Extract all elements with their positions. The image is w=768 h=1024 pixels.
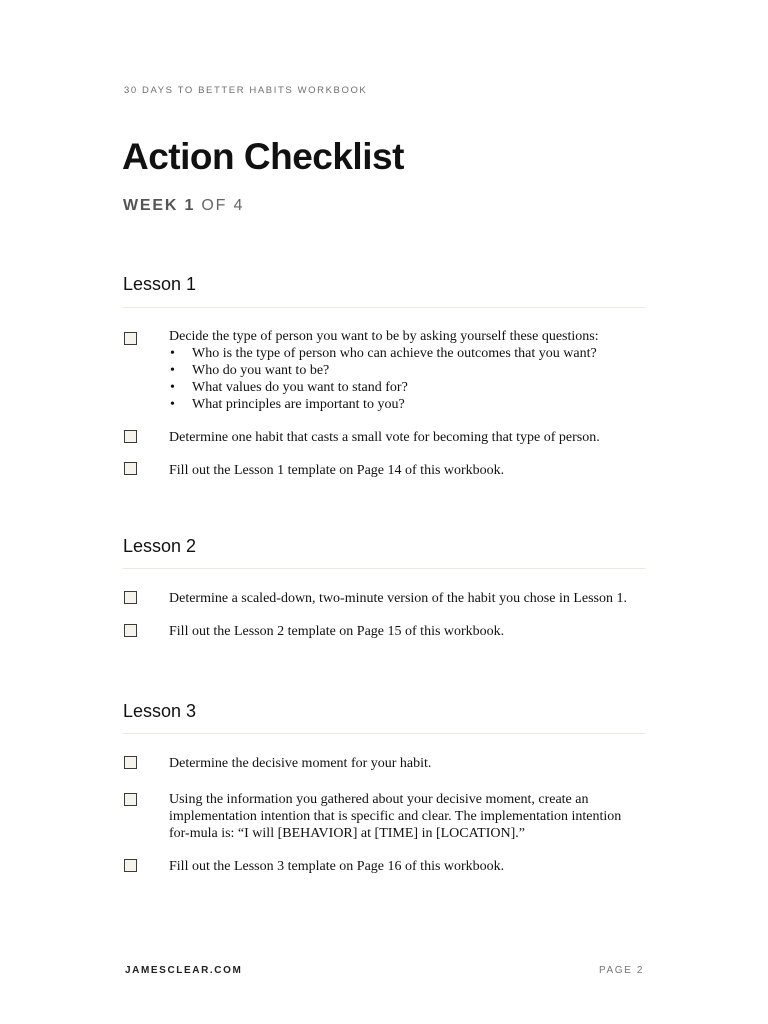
lesson-1-divider [123,307,645,308]
lesson-3-divider [123,733,645,734]
lesson-2-divider [123,568,645,569]
page-number: PAGE 2 [599,965,644,976]
page-title: Action Checklist [122,136,404,177]
question-list [169,345,629,413]
lesson-1-item-3-text: Fill out the Lesson 1 template on Page 14 of this workbook. [169,463,505,478]
lesson-3-item-1-checkbox[interactable] [124,756,137,769]
lesson-3-item-2-checkbox[interactable] [124,793,137,806]
lesson-3-item-3-checkbox[interactable] [124,859,137,872]
question-item: • Who is the type of person who can achieve the outcomes that you want? [169,345,629,362]
question-item: • Who do you want to be? [169,362,629,379]
lesson-2-item-1-text: Determine a scaled-down, two-minute version of the habit you chose in Lesson 1. [169,591,627,606]
footer-site-link[interactable]: JAMESCLEAR.COM [125,965,243,976]
lesson-3-item-2-text: Using the information you gathered about your decisive moment, create an implementation intention that is specific and clear. The implementation intention for-mula is: “I will [BEHAVIOR] at [TIME] in [LOCATION].” [169,792,622,841]
lesson-1-item-2-checkbox[interactable] [124,430,137,443]
lesson-2-item-2-checkbox[interactable] [124,624,137,637]
workbook-label: 30 DAYS TO BETTER HABITS WORKBOOK [124,85,368,96]
lesson-1-item-1-checkbox[interactable] [124,332,137,345]
question-item: • What principles are important to you? [169,396,629,413]
lesson-1-item-1-text: Decide the type of person you want to be by asking yourself these questions: [169,329,599,344]
week-total: OF 4 [201,197,245,214]
lesson-1-item-3-checkbox[interactable] [124,462,137,475]
lesson-1-item-2-text: Determine one habit that casts a small vote for becoming that type of person. [169,430,600,445]
lesson-3-heading: Lesson 3 [123,701,197,721]
lesson-3-item-3-text: Fill out the Lesson 3 template on Page 16 of this workbook. [169,859,505,874]
lesson-2-item-1-checkbox[interactable] [124,591,137,604]
week-indicator [123,197,244,215]
lesson-1-item-1 [169,328,629,413]
lesson-2-heading: Lesson 2 [123,536,197,556]
lesson-3-item-1-text: Determine the decisive moment for your habit. [169,756,432,771]
week-number: WEEK 1 [123,197,196,214]
question-item: • What values do you want to stand for? [169,379,629,396]
lesson-1-heading: Lesson 1 [123,274,197,294]
lesson-2-item-2-text: Fill out the Lesson 2 template on Page 15 of this workbook. [169,624,505,639]
